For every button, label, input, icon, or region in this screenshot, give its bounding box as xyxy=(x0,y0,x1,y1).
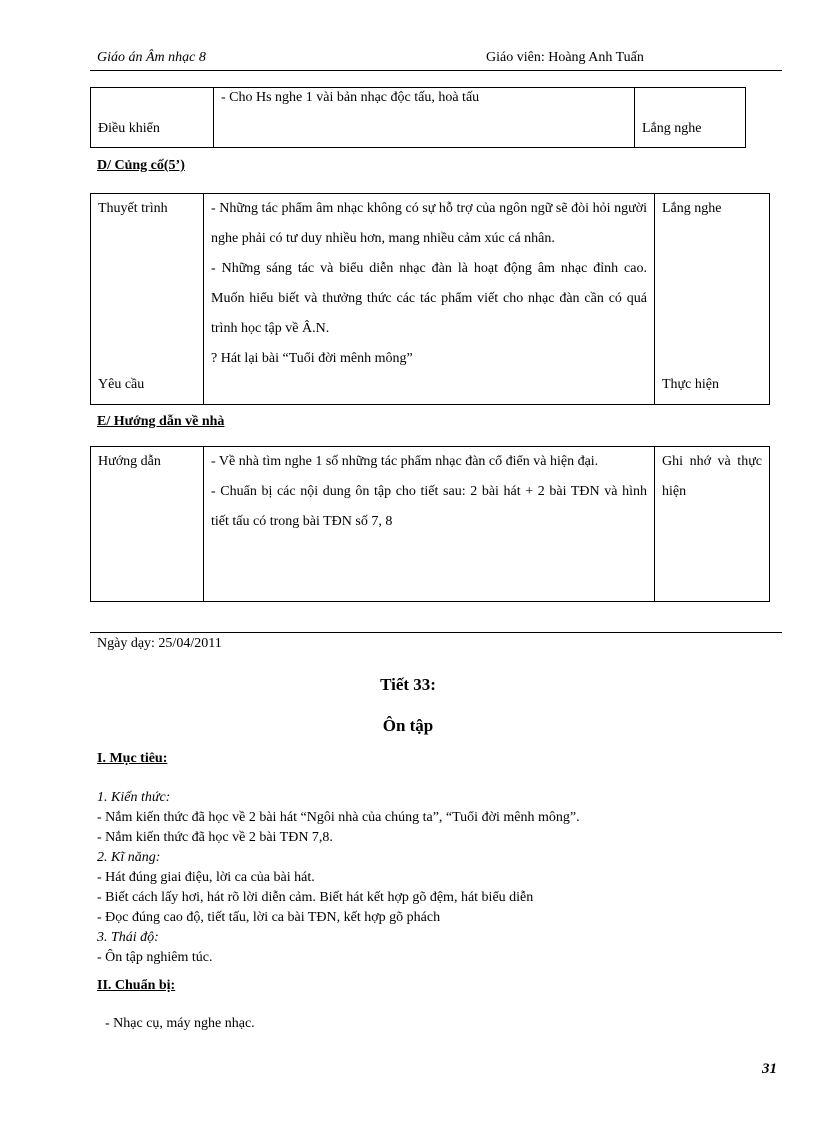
table2-col3-top: Lắng nghe xyxy=(662,201,722,216)
activity-table-2 xyxy=(90,193,770,405)
skills-subheading: 2. Kĩ năng: xyxy=(97,850,161,865)
table3-col2 xyxy=(204,447,655,602)
table1-col3: Lắng nghe xyxy=(635,88,746,148)
section-divider xyxy=(90,632,782,633)
table3-col1: Hướng dẫn xyxy=(91,447,204,602)
page-number: 31 xyxy=(762,1061,777,1077)
skills-item-2: - Biết cách lấy hơi, hát rõ lời diễn cảm. Biết hát kết hợp gõ đệm, hát biểu diễn xyxy=(97,890,534,905)
skills-item-3: - Đọc đúng cao độ, tiết tấu, lời ca bài TĐN, kết hợp gõ phách xyxy=(97,910,441,925)
activity-table-3 xyxy=(90,446,770,602)
knowledge-subheading: 1. Kiến thức: xyxy=(97,790,171,805)
table2-col3 xyxy=(655,194,770,405)
attitude-item-1: - Ôn tập nghiêm túc. xyxy=(97,950,213,965)
attitude-subheading: 3. Thái độ: xyxy=(97,930,159,945)
lesson-title: Ôn tập xyxy=(382,716,434,735)
section-preparation-heading: II. Chuẩn bị: xyxy=(97,978,176,993)
knowledge-item-2: - Nắm kiến thức đã học về 2 bài TĐN 7,8. xyxy=(97,830,333,845)
lesson-number: Tiết 33: xyxy=(380,675,436,694)
activity-table-1 xyxy=(90,87,746,148)
section-objectives-heading: I. Mục tiêu: xyxy=(97,751,168,766)
table2-col1-bottom: Yêu cầu xyxy=(98,377,145,392)
teaching-date: Ngày dạy: 25/04/2011 xyxy=(97,636,222,651)
section-d-heading: D/ Củng cố(5’) xyxy=(97,158,185,173)
table2-col2-p2: - Những sáng tác và biểu diễn nhạc đàn là hoạt động âm nhạc đỉnh cao. Muốn hiểu biết và thưởng thức các tác phẩm viết cho nhạc đàn cần có quá trình học tập về Â.N. xyxy=(211,261,647,336)
table2-col1 xyxy=(91,194,204,405)
section-e-heading: E/ Hướng dẫn về nhà xyxy=(97,414,225,429)
preparation-item: - Nhạc cụ, máy nghe nhạc. xyxy=(105,1016,255,1031)
table3-col2-p2: - Chuẩn bị các nội dung ôn tập cho tiết sau: 2 bài hát + 2 bài TĐN và hình tiết tấu có trong bài TĐN số 7, 8 xyxy=(211,484,647,529)
skills-item-1: - Hát đúng giai điệu, lời ca của bài hát. xyxy=(97,870,315,885)
table2-col1-top: Thuyết trình xyxy=(98,201,168,216)
table1-col1: Điều khiển xyxy=(91,88,214,148)
header-rule xyxy=(90,70,782,71)
table2-col2-p1: - Những tác phẩm âm nhạc không có sự hỗ trợ của ngôn ngữ sẽ đòi hỏi người nghe phải có tư duy nhiều hơn, mang nhiều cảm xúc cá nhân. xyxy=(211,201,647,246)
knowledge-item-1: - Nắm kiến thức đã học về 2 bài hát “Ngôi nhà của chúng ta”, “Tuổi đời mênh mông”. xyxy=(97,810,580,825)
table1-col2: - Cho Hs nghe 1 vài bản nhạc độc tấu, hoà tấu xyxy=(214,88,635,148)
table3-col2-p1: - Về nhà tìm nghe 1 số những tác phẩm nhạc đàn cổ điển và hiện đại. xyxy=(211,454,599,469)
table2-col2 xyxy=(204,194,655,405)
header-left-title: Giáo án Âm nhạc 8 xyxy=(97,50,206,65)
table3-col3: Ghi nhớ và thực hiện xyxy=(655,447,770,602)
header-teacher: Giáo viên: Hoàng Anh Tuấn xyxy=(486,50,644,65)
table2-col2-p3: ? Hát lại bài “Tuổi đời mênh mông” xyxy=(211,351,413,366)
table2-col3-bottom: Thực hiện xyxy=(662,377,719,392)
